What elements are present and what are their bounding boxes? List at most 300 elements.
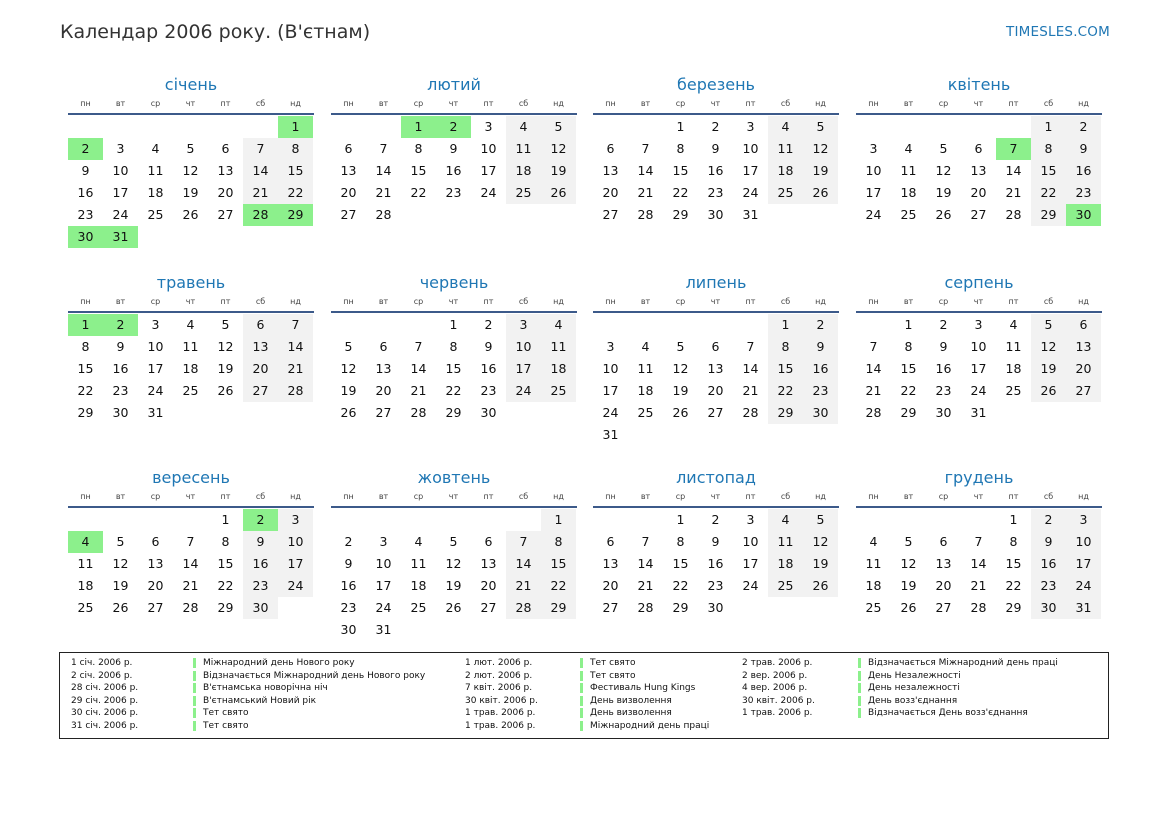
day-cell-holiday: 30 [68, 226, 103, 248]
day-cell: 13 [935, 556, 952, 571]
day-cell: 15 [278, 160, 313, 182]
day-cell: 29 [1005, 600, 1022, 615]
legend-holiday-name: Відзначається День возз'єднання [858, 708, 1028, 718]
legend-holiday-name: Міжнародний день праці [580, 721, 709, 731]
legend-holiday-name: День Незалежності [858, 671, 961, 681]
day-blank [856, 314, 891, 336]
legend-date: 1 трав. 2006 р. [742, 708, 813, 719]
day-cell: 18 [768, 553, 803, 575]
day-cell: 3 [379, 534, 388, 549]
day-cell: 21 [182, 578, 199, 593]
day-cell: 27 [970, 207, 987, 222]
weekday-label: сб [1043, 297, 1054, 306]
day-cell: 7 [278, 314, 313, 336]
holiday-legend [59, 652, 1109, 739]
day-cell: 2 [1031, 509, 1066, 531]
day-cell: 5 [344, 339, 353, 354]
day-cell: 24 [506, 380, 541, 402]
day-cell: 28 [278, 380, 313, 402]
day-cell: 29 [1031, 204, 1066, 226]
day-blank [698, 314, 733, 336]
legend-date: 2 лют. 2006 р. [465, 670, 533, 681]
day-cell: 17 [742, 556, 759, 571]
day-cell: 23 [340, 600, 357, 615]
day-cell: 16 [445, 163, 462, 178]
day-cell: 25 [768, 575, 803, 597]
legend-holiday-name: День визволення [580, 708, 672, 718]
day-cell: 9 [803, 336, 838, 358]
day-cell: 7 [186, 534, 195, 549]
day-cell: 27 [480, 600, 497, 615]
day-cell: 28 [637, 600, 654, 615]
weekday-label: сб [780, 99, 791, 108]
legend-date: 4 вер. 2006 р. [742, 683, 808, 694]
weekday-label: ср [938, 297, 949, 306]
day-cell: 15 [77, 361, 94, 376]
day-cell: 24 [147, 383, 164, 398]
day-cell: 8 [768, 336, 803, 358]
day-cell: 4 [151, 141, 160, 156]
day-blank [138, 116, 173, 138]
day-blank [856, 509, 891, 531]
day-cell: 4 [869, 534, 878, 549]
day-cell: 25 [506, 182, 541, 204]
day-blank [628, 314, 663, 336]
day-cell: 19 [112, 578, 129, 593]
day-cell: 25 [900, 207, 917, 222]
day-blank [366, 509, 401, 531]
day-cell: 5 [541, 116, 576, 138]
day-cell: 6 [939, 534, 948, 549]
weekday-label: пт [1008, 297, 1019, 306]
day-cell: 6 [1066, 314, 1101, 336]
day-cell-holiday: 1 [401, 116, 436, 138]
day-cell: 13 [480, 556, 497, 571]
day-cell: 16 [1066, 160, 1101, 182]
day-cell: 6 [243, 314, 278, 336]
weekday-label: чт [185, 297, 196, 306]
weekday-label: пн [605, 99, 616, 108]
day-cell: 23 [1066, 182, 1101, 204]
day-cell: 16 [77, 185, 94, 200]
day-cell: 13 [602, 556, 619, 571]
weekday-label: сб [1043, 99, 1054, 108]
day-cell: 11 [637, 361, 654, 376]
day-cell: 5 [221, 317, 230, 332]
day-cell-holiday: 2 [68, 138, 103, 160]
day-cell: 22 [217, 578, 234, 593]
month-name: січень [164, 75, 218, 94]
day-cell: 15 [1005, 556, 1022, 571]
day-cell: 29 [672, 600, 689, 615]
day-blank [996, 116, 1031, 138]
day-blank [173, 116, 208, 138]
day-cell: 26 [900, 600, 917, 615]
day-cell: 9 [484, 339, 493, 354]
day-cell: 27 [935, 600, 952, 615]
day-cell: 11 [768, 531, 803, 553]
day-cell: 16 [707, 556, 724, 571]
day-grid [856, 116, 1102, 226]
day-cell-holiday: 31 [103, 226, 138, 248]
day-cell: 13 [375, 361, 392, 376]
day-cell: 14 [970, 556, 987, 571]
weekday-label: вт [640, 99, 651, 108]
month-name: квітень [947, 75, 1011, 94]
day-cell: 5 [803, 116, 838, 138]
day-cell: 10 [480, 141, 497, 156]
day-blank [733, 314, 768, 336]
day-cell: 15 [217, 556, 234, 571]
legend-holiday-name: В'єтнамський Новий рік [193, 696, 316, 706]
day-blank [68, 116, 103, 138]
day-cell: 14 [1005, 163, 1022, 178]
day-cell: 1 [904, 317, 913, 332]
day-cell: 24 [970, 383, 987, 398]
weekday-label: ср [413, 492, 424, 501]
day-grid [593, 116, 839, 226]
day-cell: 7 [641, 141, 650, 156]
weekday-label: пт [1008, 99, 1019, 108]
day-cell: 4 [768, 116, 803, 138]
day-cell: 30 [112, 405, 129, 420]
day-cell: 12 [672, 361, 689, 376]
day-cell: 19 [340, 383, 357, 398]
legend-holiday-name: Фестиваль Hung Kings [580, 683, 695, 693]
day-cell: 4 [904, 141, 913, 156]
day-cell: 11 [900, 163, 917, 178]
day-blank [926, 116, 961, 138]
day-cell: 20 [340, 185, 357, 200]
day-cell: 22 [278, 182, 313, 204]
day-cell: 22 [77, 383, 94, 398]
day-cell: 11 [506, 138, 541, 160]
day-blank [208, 116, 243, 138]
day-blank [926, 509, 961, 531]
day-cell: 9 [81, 163, 90, 178]
day-cell: 22 [410, 185, 427, 200]
day-cell: 26 [340, 405, 357, 420]
weekday-label: ср [150, 492, 161, 501]
day-cell: 20 [707, 383, 724, 398]
day-cell: 27 [602, 207, 619, 222]
day-cell: 23 [77, 207, 94, 222]
day-blank [856, 116, 891, 138]
day-cell: 13 [217, 163, 234, 178]
day-cell: 27 [1066, 380, 1101, 402]
day-cell: 15 [672, 556, 689, 571]
day-cell: 31 [1066, 597, 1101, 619]
day-cell: 14 [243, 160, 278, 182]
day-cell: 8 [541, 531, 576, 553]
weekday-label: пн [80, 492, 91, 501]
day-blank [471, 509, 506, 531]
day-blank [243, 116, 278, 138]
day-cell: 16 [935, 361, 952, 376]
day-cell: 7 [869, 339, 878, 354]
day-blank [103, 509, 138, 531]
day-cell: 27 [217, 207, 234, 222]
legend-date: 2 січ. 2006 р. [71, 670, 133, 681]
day-cell: 6 [711, 339, 720, 354]
weekday-label: чт [973, 492, 984, 501]
day-cell: 18 [1005, 361, 1022, 376]
day-blank [593, 116, 628, 138]
day-cell: 27 [147, 600, 164, 615]
day-cell: 1 [676, 119, 685, 134]
day-cell: 30 [340, 622, 357, 637]
day-cell: 25 [637, 405, 654, 420]
day-cell: 28 [182, 600, 199, 615]
weekday-label: ср [150, 297, 161, 306]
day-cell: 1 [676, 512, 685, 527]
day-cell: 24 [480, 185, 497, 200]
day-cell: 29 [217, 600, 234, 615]
day-cell: 9 [116, 339, 125, 354]
day-cell: 21 [243, 182, 278, 204]
day-cell: 11 [768, 138, 803, 160]
weekday-label: пн [868, 297, 879, 306]
day-cell: 27 [243, 380, 278, 402]
day-cell: 29 [445, 405, 462, 420]
day-cell: 30 [1031, 597, 1066, 619]
weekday-label: чт [448, 99, 459, 108]
day-cell: 29 [541, 597, 576, 619]
day-blank [891, 509, 926, 531]
day-cell: 7 [506, 531, 541, 553]
day-cell: 22 [445, 383, 462, 398]
day-cell: 26 [672, 405, 689, 420]
day-cell: 27 [375, 405, 392, 420]
day-cell: 10 [602, 361, 619, 376]
day-grid [68, 116, 314, 248]
month-12 [856, 467, 1102, 619]
day-cell: 8 [904, 339, 913, 354]
day-cell: 11 [541, 336, 576, 358]
day-cell: 28 [410, 405, 427, 420]
day-cell: 26 [541, 182, 576, 204]
day-blank [961, 509, 996, 531]
day-blank [593, 509, 628, 531]
day-cell: 14 [865, 361, 882, 376]
weekday-label: нд [290, 297, 301, 306]
day-cell: 3 [278, 509, 313, 531]
legend-holiday-name: Тет свято [580, 658, 636, 668]
day-cell: 10 [506, 336, 541, 358]
legend-holiday-name: День возз'єднання [858, 696, 957, 706]
day-cell: 13 [340, 163, 357, 178]
month-1 [68, 74, 314, 248]
weekday-label: сб [518, 99, 529, 108]
month-name: лютий [427, 75, 481, 94]
weekday-label: чт [710, 492, 721, 501]
day-cell: 29 [77, 405, 94, 420]
day-cell: 12 [112, 556, 129, 571]
weekday-label: пн [343, 492, 354, 501]
day-blank [138, 509, 173, 531]
weekday-header [331, 295, 577, 313]
day-blank [436, 509, 471, 531]
day-cell: 5 [186, 141, 195, 156]
weekday-label: ср [413, 297, 424, 306]
day-cell: 19 [803, 553, 838, 575]
day-cell: 11 [77, 556, 94, 571]
weekday-label: вт [115, 297, 126, 306]
day-cell: 24 [742, 185, 759, 200]
day-cell-holiday: 29 [278, 204, 313, 226]
day-cell: 3 [869, 141, 878, 156]
weekday-label: нд [815, 297, 826, 306]
day-cell: 9 [1031, 531, 1066, 553]
day-cell: 20 [970, 185, 987, 200]
legend-holiday-name: День визволення [580, 696, 672, 706]
day-cell: 9 [711, 141, 720, 156]
day-cell: 8 [676, 141, 685, 156]
day-cell: 10 [112, 163, 129, 178]
day-cell: 8 [1009, 534, 1018, 549]
day-cell: 17 [506, 358, 541, 380]
legend-date: 30 квіт. 2006 р. [742, 695, 815, 706]
legend-date: 2 трав. 2006 р. [742, 658, 813, 668]
weekday-label: вт [115, 99, 126, 108]
weekday-header [856, 97, 1102, 115]
day-cell: 1 [449, 317, 458, 332]
day-cell: 26 [217, 383, 234, 398]
weekday-label: нд [815, 492, 826, 501]
day-cell: 21 [637, 578, 654, 593]
day-blank [891, 116, 926, 138]
day-cell: 11 [147, 163, 164, 178]
day-cell: 14 [278, 336, 313, 358]
day-cell: 31 [147, 405, 164, 420]
day-cell: 22 [672, 185, 689, 200]
legend-date: 1 трав. 2006 р. [465, 720, 536, 731]
weekday-label: пт [483, 297, 494, 306]
day-cell: 25 [77, 600, 94, 615]
day-cell-holiday: 4 [68, 531, 103, 553]
weekday-label: сб [255, 492, 266, 501]
day-blank [331, 116, 366, 138]
day-cell: 10 [865, 163, 882, 178]
day-cell: 23 [1031, 575, 1066, 597]
day-cell: 31 [602, 427, 619, 442]
day-cell: 24 [602, 405, 619, 420]
weekday-label: пт [1008, 492, 1019, 501]
day-cell: 16 [112, 361, 129, 376]
day-cell: 6 [221, 141, 230, 156]
day-cell: 29 [900, 405, 917, 420]
day-cell: 3 [116, 141, 125, 156]
weekday-label: пн [868, 99, 879, 108]
weekday-label: чт [448, 492, 459, 501]
day-cell: 7 [243, 138, 278, 160]
day-cell: 22 [541, 575, 576, 597]
month-name: липень [685, 273, 747, 292]
day-cell: 18 [77, 578, 94, 593]
day-cell: 22 [900, 383, 917, 398]
day-cell: 10 [147, 339, 164, 354]
weekday-label: пт [745, 99, 756, 108]
day-cell: 18 [147, 185, 164, 200]
day-cell: 25 [768, 182, 803, 204]
day-grid [856, 509, 1102, 619]
legend-holiday-name: Тет свято [580, 671, 636, 681]
day-cell: 17 [602, 383, 619, 398]
weekday-label: сб [780, 297, 791, 306]
legend-date: 31 січ. 2006 р. [71, 720, 139, 731]
weekday-label: вт [378, 297, 389, 306]
month-name: серпень [944, 273, 1014, 292]
weekday-label: сб [780, 492, 791, 501]
day-cell: 31 [970, 405, 987, 420]
weekday-label: пт [483, 492, 494, 501]
legend-date: 7 квіт. 2006 р. [465, 683, 533, 694]
day-cell: 20 [243, 358, 278, 380]
month-name: вересень [152, 468, 230, 487]
weekday-label: пт [220, 99, 231, 108]
day-blank [401, 509, 436, 531]
day-cell: 24 [865, 207, 882, 222]
weekday-label: вт [903, 297, 914, 306]
legend-date: 1 січ. 2006 р. [71, 658, 133, 668]
day-cell: 1 [221, 512, 230, 527]
day-cell: 12 [935, 163, 952, 178]
day-cell: 10 [278, 531, 313, 553]
weekday-label: чт [710, 99, 721, 108]
day-grid [856, 314, 1102, 424]
day-cell: 8 [278, 138, 313, 160]
day-cell-holiday: 2 [103, 314, 138, 336]
day-cell: 6 [379, 339, 388, 354]
day-cell: 19 [803, 160, 838, 182]
weekday-label: пт [483, 99, 494, 108]
day-cell: 16 [1031, 553, 1066, 575]
day-cell: 31 [742, 207, 759, 222]
day-cell: 24 [1066, 575, 1101, 597]
day-cell: 24 [278, 575, 313, 597]
legend-holiday-name: День незалежності [858, 683, 960, 693]
day-cell: 16 [480, 361, 497, 376]
day-cell: 28 [742, 405, 759, 420]
day-cell: 14 [375, 163, 392, 178]
page-title: Календар 2006 року. (В'єтнам) [60, 21, 371, 43]
day-cell: 26 [803, 575, 838, 597]
weekday-label: ср [150, 99, 161, 108]
day-cell: 28 [970, 600, 987, 615]
weekday-label: чт [185, 99, 196, 108]
day-blank [173, 509, 208, 531]
month-7 [593, 272, 839, 446]
day-cell: 22 [768, 380, 803, 402]
day-cell: 18 [410, 578, 427, 593]
day-cell: 28 [637, 207, 654, 222]
legend-holiday-name: Міжнародний день Нового року [193, 658, 355, 668]
day-cell: 20 [602, 578, 619, 593]
brand-link[interactable]: TIMESLES.COM [1006, 24, 1110, 40]
weekday-label: нд [553, 297, 564, 306]
day-cell: 3 [151, 317, 160, 332]
day-cell: 19 [672, 383, 689, 398]
weekday-label: нд [1078, 99, 1089, 108]
day-cell: 12 [803, 138, 838, 160]
day-cell: 19 [1031, 358, 1066, 380]
day-cell: 25 [182, 383, 199, 398]
weekday-label: чт [185, 492, 196, 501]
day-cell: 20 [480, 578, 497, 593]
day-cell: 13 [707, 361, 724, 376]
day-cell: 19 [900, 578, 917, 593]
day-grid [331, 509, 577, 641]
